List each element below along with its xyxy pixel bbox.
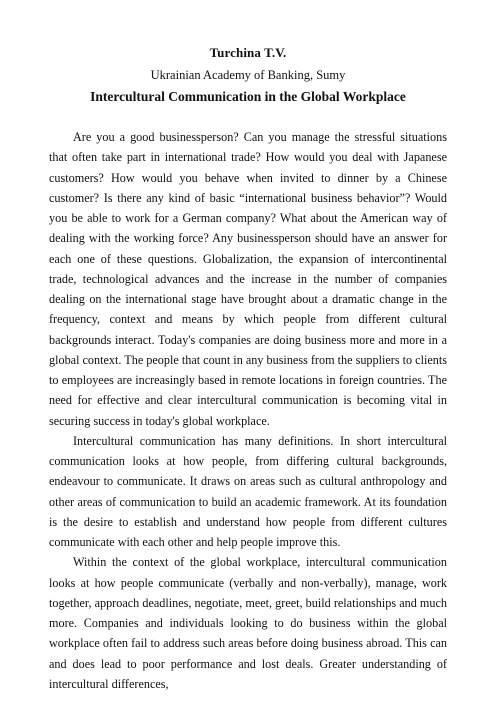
- title-spacer: [49, 108, 447, 127]
- document-page: [49, 42, 447, 694]
- body-paragraph-2: Intercultural communication has many definitions. In short intercultural communication looks at how people, from differing cultural backgrounds, endeavour to communicate. It draws on areas such as cultural anthropology and other areas of communication to build an academic framework. At its foundation is the desire to establish and understand how people from different cultures communicate with each other and help people improve this.: [49, 433, 447, 549]
- body-paragraph-1: Are you a good businessperson? Can you manage the stressful situations that often take part in international trade? How would you deal with Japanese customers? How would you behave when invited to dinner by a Chinese customer? Is there any kind of basic “international business behavior”? Would you be able to work for a German company? What about the American way of dealing with the working force? Any businessperson should have an answer for each one of these questions. Globalization, the expansion of intercontinental trade, technological advances and the increase in the number of companies dealing on the international stage have brought about a dramatic change in the frequency, context and means by which people from different cultural backgrounds interact. Today's companies are doing business more and more in a global context. The people that count in any business from the suppliers to clients to employees are increasingly based in remote locations in foreign countries. The need for effective and clear intercultural communication is becoming vital in securing success in today's global workplace.: [49, 130, 447, 428]
- paper-title: Intercultural Communication in the Global Workplace: [90, 89, 406, 104]
- author-name: Turchina T.V.: [209, 45, 287, 60]
- body-paragraph-3: Within the context of the global workplace, intercultural communication looks at how people communicate (verbally and non-verbally), manage, work together, approach deadlines, negotiate, meet, greet, build relationships and much more. Companies and individuals looking to do business within the global workplace often fail to address such areas before doing business abroad. This can and does lead to poor performance and lost deals. Greater understanding of intercultural differences,: [49, 555, 447, 691]
- author-affiliation: Ukrainian Academy of Banking, Sumy: [150, 68, 346, 82]
